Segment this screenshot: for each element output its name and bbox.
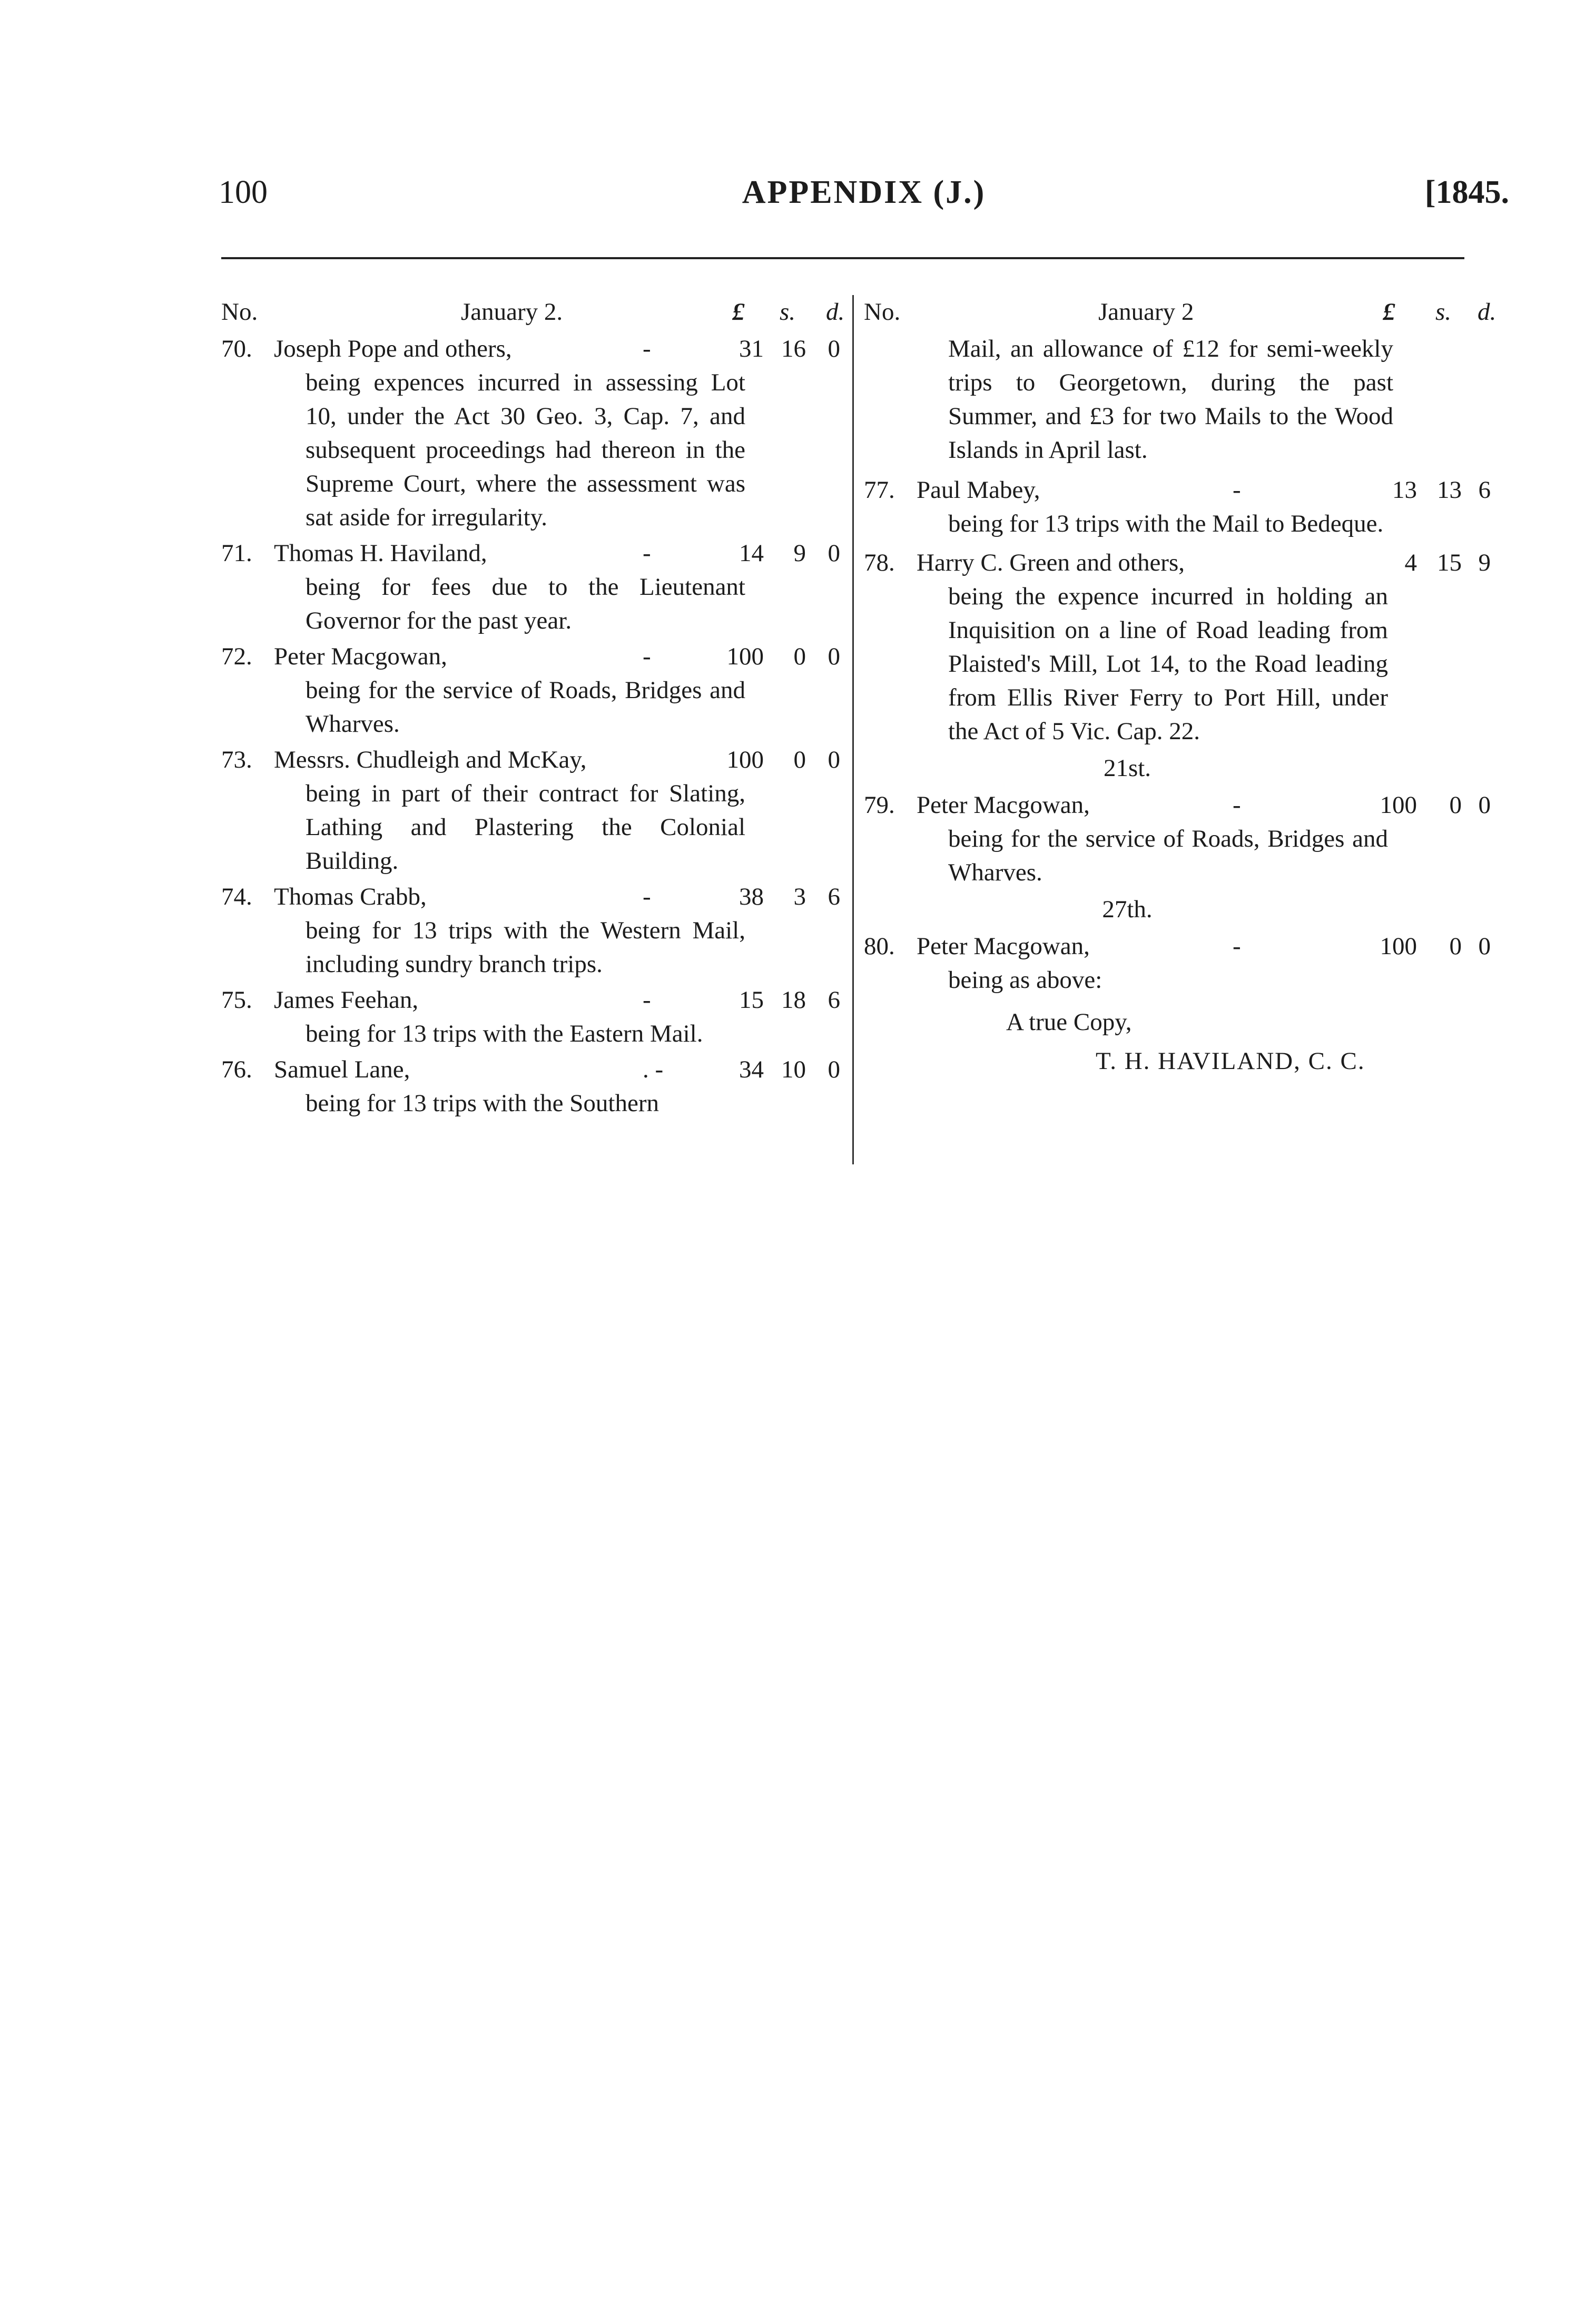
entry-number: 77. [864,476,895,504]
entry-description: being for 13 trips with the Mail to Bedeque. [948,510,1384,537]
entry-dash: . - [643,1056,664,1083]
entry-dash: - [1233,476,1241,504]
list-item [864,473,1491,541]
entry-pence: 6 [1478,476,1491,504]
left-column-header [221,295,848,332]
entry-pence: 0 [1478,791,1491,819]
entry-shillings: 0 [793,746,806,773]
year-label: [1845. [1424,174,1509,210]
entry-dash: - [643,986,651,1014]
entry-pence: 0 [828,540,840,567]
entry-shillings: 10 [781,1056,806,1083]
pence-header: d. [826,298,845,326]
entry-pounds: 38 [739,883,764,910]
entry-number: 74. [221,883,252,910]
entry-description: being for fees due to the Lieutenant Governor for the past year. [306,573,745,634]
entry-payee: Harry C. Green and others, [917,549,1185,576]
entry-description: being for 13 trips with the Eastern Mail. [306,1020,703,1047]
entry-pounds: 34 [739,1056,764,1083]
entry-payee: Peter Macgowan, [917,791,1090,819]
list-item [221,743,848,878]
entry-description: being for the service of Roads, Bridges and Wharves. [306,676,745,738]
page-title: APPENDIX (J.) [742,174,986,210]
entry-payee: Joseph Pope and others, [274,335,512,362]
list-item [221,983,848,1051]
entry-shillings: 3 [793,883,806,910]
list-item [221,332,848,534]
entry-pounds: 4 [1404,549,1417,576]
entry-description: being in part of their contract for Slating, Lathing and Plastering the Colonial Building. [306,780,745,875]
entry-pounds: 100 [1380,933,1417,960]
entry-pence: 6 [828,883,840,910]
entry-pounds: 31 [739,335,764,362]
entry-shillings: 0 [1449,791,1462,819]
continued-description: Mail, an allowance of £12 for semi-weekly trips to Georgetown, during the past Summer, and £3 for two Mails to the Wood Islands in April last. [948,335,1393,464]
entry-dash: - [643,643,651,670]
entry-description: being the expence incurred in holding an Inquisition on a line of Road leading from Plaisted's Mill, Lot 14, to the Road leading from Ellis River Ferry to Port Hill, under the Act of 5 Vic. Cap. 22. [948,583,1388,745]
attestation [864,1005,1491,1078]
column-divider [852,295,854,1164]
list-item [864,788,1491,889]
page-number: 100 [219,174,268,210]
left-column [221,295,848,1122]
entry-payee: Thomas Crabb, [274,883,427,910]
entry-payee: Messrs. Chudleigh and McKay, [274,746,587,773]
entry-payee: Paul Mabey, [917,476,1040,504]
entry-pounds: 100 [1380,791,1417,819]
entry-description: being for 13 trips with the Southern [306,1090,659,1117]
entry-number: 79. [864,791,895,819]
entry-number: 80. [864,933,895,960]
true-copy-line: A true Copy, [1006,1008,1132,1036]
entry-shillings: 15 [1437,549,1462,576]
entry-pounds: 100 [726,746,764,773]
list-item [221,640,848,741]
entry-pence: 0 [828,643,840,670]
entry-number: 70. [221,335,252,362]
entry-payee: James Feehan, [274,986,419,1014]
date-header: January 2 [1098,298,1194,326]
list-item [221,880,848,981]
entry-description: being for 13 trips with the Western Mail, including sundry branch trips. [306,917,745,978]
entry-dash: - [643,335,651,362]
entry-payee: Samuel Lane, [274,1056,410,1083]
entry-pence: 0 [828,746,840,773]
entry-pounds: 15 [739,986,764,1014]
right-column [864,295,1497,1078]
entry-number: 76. [221,1056,252,1083]
entry-pence: 0 [1478,933,1491,960]
page-header [219,174,1509,227]
entry-shillings: 0 [1449,933,1462,960]
entry-number: 78. [864,549,895,576]
entry-payee: Thomas H. Haviland, [274,540,487,567]
entry-description: being as above: [948,966,1102,994]
entry-dash: - [643,540,651,567]
entry-payee: Peter Macgowan, [274,643,447,670]
shillings-header: s. [780,298,796,326]
pounds-header: £ [1383,298,1395,326]
header-rule [221,257,1464,259]
entry-pounds: 14 [739,540,764,567]
entry-shillings: 18 [781,986,806,1014]
entry-payee: Peter Macgowan, [917,933,1090,960]
entry-pounds: 13 [1392,476,1417,504]
entry-pence: 6 [828,986,840,1014]
pence-header: d. [1478,298,1497,326]
entry-shillings: 16 [781,335,806,362]
entry-pounds: 100 [726,643,764,670]
entry-number: 71. [221,540,252,567]
entry-pence: 0 [828,335,840,362]
entry-number: 75. [221,986,252,1014]
entry-shillings: 0 [793,643,806,670]
list-item [864,929,1491,997]
list-item [221,1053,848,1120]
pounds-header: £ [732,298,745,326]
date-subheading: 21st. [1103,754,1151,782]
entry-shillings: 9 [793,540,806,567]
date-header: January 2. [461,298,563,326]
entry-number: 72. [221,643,252,670]
right-column-header [864,295,1497,332]
entry-shillings: 13 [1437,476,1462,504]
entry-dash: - [1233,791,1241,819]
shillings-header: s. [1435,298,1452,326]
entry-number: 73. [221,746,252,773]
entry-dash: - [643,883,651,910]
clerk-signature: T. H. HAVILAND, C. C. [1096,1047,1365,1075]
list-item [864,546,1491,748]
date-subheading: 27th. [1102,896,1153,923]
entry-pence: 9 [1478,549,1491,576]
no-header: No. [864,298,901,326]
list-item [221,536,848,638]
entry-pence: 0 [828,1056,840,1083]
entry-description: being expences incurred in assessing Lot 10, under the Act 30 Geo. 3, Cap. 7, and subsequent proceedings had thereon in the Supreme Court, where the assessment was sat aside for irregularity. [306,369,745,531]
no-header: No. [221,298,258,326]
entry-dash: - [1233,933,1241,960]
entry-description: being for the service of Roads, Bridges and Wharves. [948,825,1388,886]
